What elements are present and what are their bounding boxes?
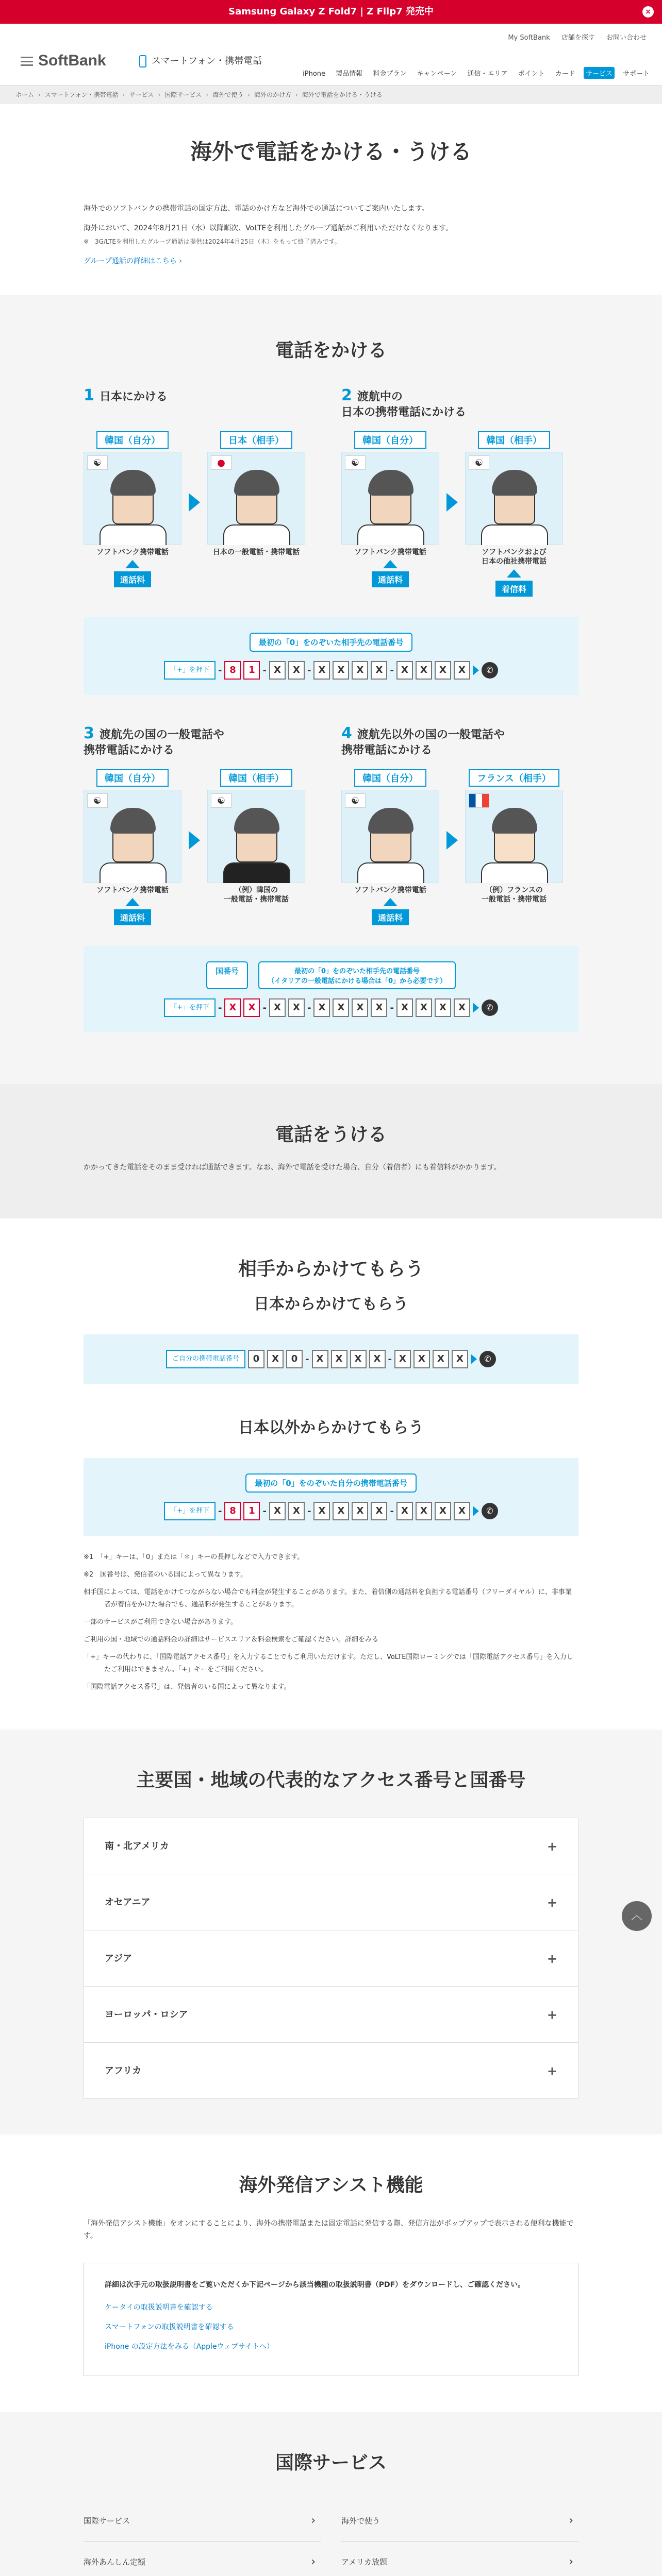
arrow-up-icon [125,560,140,568]
callee-caption: （例）フランスの 一般電話・携帯電話 [482,886,547,904]
dial-key: X [269,998,286,1017]
service-link-anshin[interactable]: 海外あんしん定額 › [84,2541,321,2576]
dial-key: X [369,1350,386,1368]
from-section [0,1218,662,1730]
korea-flag-icon: ☯ [211,793,231,808]
nav-support[interactable]: サポート [622,70,650,78]
dial-key: X [269,1502,286,1520]
crumb-howto[interactable]: › 海外のかけ方 [243,91,291,98]
caller-tag: 韓国（自分） [354,769,426,787]
case-card [341,726,578,925]
dial-key: X [433,1350,449,1368]
callee-tag: フランス（相手） [469,769,559,787]
arrow-right-icon [473,665,479,675]
callee-caption: （例）韓国の 一般電話・携帯電話 [224,886,289,904]
dial-key: X [454,661,470,680]
callee [465,769,563,904]
note-item: 「国際電話アクセス番号」は、発信者のいる国によって異なります。 [84,1683,291,1691]
from-other-title: 日本以外からかけてもらう [238,1419,424,1437]
callee-tag: 韓国（相手） [478,431,550,449]
dial-key: X [352,998,368,1017]
dial-key: X [454,1502,470,1520]
call-section [0,295,662,1084]
note-item: 一部のサービスがご利用できない場合があります。 [84,1618,237,1626]
accordion-oceania[interactable]: オセアニア + [84,1874,578,1930]
arrow-up-icon [383,898,398,906]
call-icon: ✆ [482,1503,498,1519]
nav-service[interactable]: サービス [584,67,615,79]
nav-point[interactable]: ポイント [518,70,545,78]
promo-banner[interactable] [0,0,662,24]
dial-key: X [243,998,260,1017]
dial-key: 0 [248,1350,264,1368]
crumb-service[interactable]: › サービス [119,91,154,98]
country-code-bubble: 国番号 [206,961,248,989]
dial-key: X [313,1502,330,1520]
caller-tag: 韓国（自分） [96,769,169,787]
manual-box [84,2263,578,2376]
nav-area[interactable]: 通信・エリア [467,70,508,78]
caller-caption: ソフトバンク携帯電話 [96,886,169,894]
dial-key: X [333,661,349,680]
note-item: ご利用の国・地域での通話料金の詳細はサービスエリア＆料金検索をご確認ください。詳細をみる [84,1636,379,1643]
crumb-intl[interactable]: › 国際サービス [154,91,202,98]
korea-flag-icon: ☯ [87,455,108,470]
promo-text[interactable]: Samsung Galaxy Z Fold7 | Z Flip7 発売中 [228,6,434,17]
arrow-right-icon [471,1354,477,1364]
accordion-asia[interactable]: アジア + [84,1930,578,1987]
call-title: 電話をかける [275,340,387,361]
dial-key: X [454,998,470,1017]
menu-icon[interactable] [21,57,33,66]
dial-key: X [394,1350,411,1368]
caller-caption: ソフトバンク携帯電話 [96,548,169,556]
dial-bubble: 最初の「0」をのぞいた自分の携帯電話番号 [245,1473,416,1493]
arrow-up-icon [383,560,398,568]
case-card [84,726,321,925]
dial-key: X [435,998,451,1017]
own-number-label: ご自分の携帯電話番号 [166,1350,245,1368]
crumb-current: › 海外で電話をかける・うける [291,91,383,98]
category-title[interactable] [139,54,262,67]
nav-iphone[interactable]: iPhone [303,70,326,78]
dial-key: 8 [224,661,241,680]
dial-example: ご自分の携帯電話番号 0 X 0 - X X X X - X X X X ✆ [84,1334,578,1384]
nav-plans[interactable]: 料金プラン [373,70,407,78]
dial-key: X [312,1350,328,1368]
notice-note: ※ 3G/LTEを利用したグループ通話は提供は2024年4月25日（木）をもって終了済みです。 [84,238,341,245]
dial-bubble: 最初の「0」をのぞいた相手先の電話番号 [250,633,412,652]
dial-key: X [267,1350,284,1368]
page-title: 海外で電話をかける・うける [190,139,472,164]
case-number: 1 [84,386,94,404]
dial-key: X [288,1502,305,1520]
crumb-home[interactable]: ホーム [15,91,35,98]
services-section [0,2412,662,2576]
iphone-settings-link[interactable]: iPhone の設定方法をみる（Appleウェブサイトへ） [105,2343,274,2351]
dial-key: X [416,1502,432,1520]
group-call-link[interactable]: グループ通話の詳細はこちら [84,257,177,265]
case-number: 3 [84,724,94,742]
arrow-right-icon [189,493,200,512]
global-nav [296,67,652,79]
chevron-right-icon: › [176,257,182,265]
notes-list [84,1551,578,1693]
call-icon: ✆ [479,1351,496,1367]
dial-key: X [416,998,432,1017]
dial-key: X [352,1502,368,1520]
caller-caption: ソフトバンク携帯電話 [354,886,426,894]
case-card [84,388,321,597]
dial-key: 1 [243,1502,260,1520]
call-icon: ✆ [482,662,498,679]
callee [207,431,305,557]
smartphone-manual-link[interactable]: スマートフォンの取扱説明書を確認する [105,2323,234,2331]
caller [341,431,439,587]
notice-text: 海外において、2024年8月21日（水）以降順次、VoLTEを利用したグループ通話がご利用いただけなくなります。 [84,224,453,232]
logo[interactable] [21,52,106,70]
from-title: 相手からかけてもらう [238,1259,424,1280]
dial-key: X [352,661,368,680]
dial-key: X [371,998,387,1017]
dial-key: X [396,998,413,1017]
global-header [0,24,662,86]
dial-key: 0 [286,1350,303,1368]
korea-flag-icon: ☯ [345,455,366,470]
dial-key: X [371,661,387,680]
service-link-america[interactable]: アメリカ放題 › [341,2541,578,2576]
fee-badge: 通話料 [372,909,409,925]
case-card [341,388,578,597]
dial-key: X [288,661,305,680]
accordion-europe[interactable]: ヨーロッパ・ロシア + [84,1986,578,2043]
breadcrumb [0,86,662,104]
dial-key: X [413,1350,430,1368]
service-link-intl[interactable]: 国際サービス › [84,2500,321,2541]
dial-key: X [435,1502,451,1520]
access-title: 主要国・地域の代表的なアクセス番号と国番号 [136,1770,526,1791]
callee-caption: ソフトバンクおよび 日本の他社携帯電話 [482,548,547,566]
dial-key: X [288,998,305,1017]
dial-key: X [371,1502,387,1520]
receive-title: 電話をうける [275,1124,387,1145]
access-section [0,1730,662,2134]
arrow-right-icon [189,831,200,850]
nav-card[interactable]: カード [555,70,575,78]
caller-tag: 韓国（自分） [354,431,426,449]
dial-bubble: 最初の「0」をのぞいた相手先の電話番号 （イタリアの一般電話にかける場合は「0」から必要です） [258,961,456,989]
dial-key: X [452,1350,468,1368]
dial-example: 最初の「0」をのぞいた相手先の電話番号 「+」を押下 - 8 1 - X X - X X X X - X X X X ✆ [84,617,578,695]
dial-key: X [396,1502,413,1520]
accordion-americas[interactable]: 南・北アメリカ + [84,1818,578,1874]
plus-key-label: 「+」を押下 [164,661,216,680]
callee [465,431,563,597]
service-link-abroad[interactable]: 海外で使う › [341,2500,578,2541]
assist-text: 「海外発信アシスト機能」をオンにすることにより、海外の携帯電話または固定電話に発信する際、発信方法がポップアップで表示される便利な機能です。 [84,2219,574,2240]
fee-badge: 通話料 [114,571,151,587]
dial-key: X [224,998,241,1017]
case-number: 2 [341,386,352,404]
callee [207,769,305,904]
arrow-up-icon [125,898,140,906]
caller-caption: ソフトバンク携帯電話 [354,548,426,556]
manual-text: 詳細は次手元の取扱説明書をご覧いただくか下記ページから該当機種の取扱説明書（PDF）をダウンロードし、ご確認ください。 [105,2281,525,2289]
from-japan-title: 日本からかけてもらう [254,1295,408,1313]
arrow-up-icon [507,569,521,578]
callee-tag: 韓国（相手） [220,769,292,787]
close-icon[interactable]: × [642,6,654,18]
store-link[interactable]: 店舗を探す [561,34,595,42]
japan-flag-icon: ● [211,455,231,470]
dial-key: X [416,661,432,680]
dial-key: X [331,1350,347,1368]
logo-text: SoftBank [38,52,106,69]
arrow-right-icon [446,831,458,850]
dial-example: 国番号 最初の「0」をのぞいた相手先の電話番号 （イタリアの一般電話にかける場合は「0」から必要です） 「+」を押下 - X X - X X - X X X X - X X X X ✆ [84,946,578,1032]
dial-key: 1 [243,661,260,680]
dial-key: X [313,661,330,680]
assist-section [0,2134,662,2412]
receive-section [0,1084,662,1218]
korea-flag-icon: ☯ [469,455,489,470]
dial-key: X [333,1502,349,1520]
note-item: ※2 国番号は、発信者のいる国によって異なります。 [84,1571,247,1579]
dial-key: X [396,661,413,680]
callee-caption: 日本の一般電話・携帯電話 [213,548,300,556]
caller-tag: 韓国（自分） [96,431,169,449]
note-item: 「+」キーの代わりに、「国際電話アクセス番号」を入力することでもご利用いただけます。ただし、VoLTE国際ローミングでは「国際電話アクセス番号」を入力したご利用はできません。「+」キーをご利用ください。 [84,1653,573,1673]
dial-key: X [435,661,451,680]
hero-section [0,104,662,295]
scroll-top-button[interactable]: ︿ [622,1901,652,1931]
contact-link[interactable]: お問い合わせ [606,34,647,42]
arrow-right-icon [446,493,458,512]
callee-tag: 日本（相手） [220,431,292,449]
services-title: 国際サービス [275,2452,387,2473]
my-softbank-link[interactable]: My SoftBank [508,34,550,42]
intro-text: 海外でのソフトバンクの携帯電話の国定方法、電話のかけ方など海外での通話についてご案内いたします。 [84,205,429,213]
dial-example: 最初の「0」をのぞいた自分の携帯電話番号 「+」を押下 - 8 1 - X X - X X X X - X X X X ✆ [84,1458,578,1536]
fee-badge: 着信料 [495,581,533,597]
dial-key: 8 [224,1502,241,1520]
dial-key: X [269,661,286,680]
phone-icon [139,55,146,67]
fee-badge: 通話料 [372,571,409,587]
case-number: 4 [341,724,352,742]
nav-campaign[interactable]: キャンペーン [417,70,457,78]
fee-badge: 通話料 [114,909,151,925]
top-links [499,32,647,42]
korea-flag-icon: ☯ [345,793,366,808]
plus-key-label: 「+」を押下 [164,998,216,1017]
assist-title: 海外発信アシスト機能 [239,2175,423,2196]
case-title: 日本にかける [99,391,168,403]
arrow-right-icon [473,1003,479,1013]
note-item: 相手国によっては、電話をかけてつながらない場合でも料金が発生することがあります。また、着信側の通話料を負担する電話番号（フリーダイヤル）に、非事業者が着信をかけた場合でも、通話料が発生することがあります。 [84,1588,572,1608]
plus-key-label: 「+」を押下 [164,1502,216,1520]
crumb-abroad[interactable]: › 海外で使う [202,91,243,98]
dial-key: X [313,998,330,1017]
receive-text: かかってきた電話をそのまま受ければ通話できます。なお、海外で電話を受けた場合、自分（着信者）にも着信料がかかります。 [84,1163,501,1172]
caller [84,769,181,925]
nav-products[interactable]: 製品情報 [336,70,363,78]
case-title: 渡航先以外の国の一般電話や 携帯電話にかける [341,728,505,757]
call-icon: ✆ [482,999,498,1016]
france-flag-icon [469,793,489,808]
arrow-right-icon [473,1506,479,1516]
case-title: 渡航中の 日本の携帯電話にかける [341,391,467,419]
case-title: 渡航先の国の一般電話や 携帯電話にかける [84,728,224,757]
crumb-mobile[interactable]: › スマートフォン・携帯電話 [34,91,119,98]
dial-key: X [350,1350,367,1368]
korea-flag-icon: ☯ [87,793,108,808]
category-label: スマートフォン・携帯電話 [152,56,262,66]
accordion-africa[interactable]: アフリカ + [84,2042,578,2099]
note-item: ※1 「+」キーは、「0」または「＊」キーの長押しなどで入力できます。 [84,1553,304,1561]
caller [341,769,439,925]
caller [84,431,181,587]
feature-phone-manual-link[interactable]: ケータイの取扱説明書を確認する [105,2303,213,2312]
dial-key: X [333,998,349,1017]
